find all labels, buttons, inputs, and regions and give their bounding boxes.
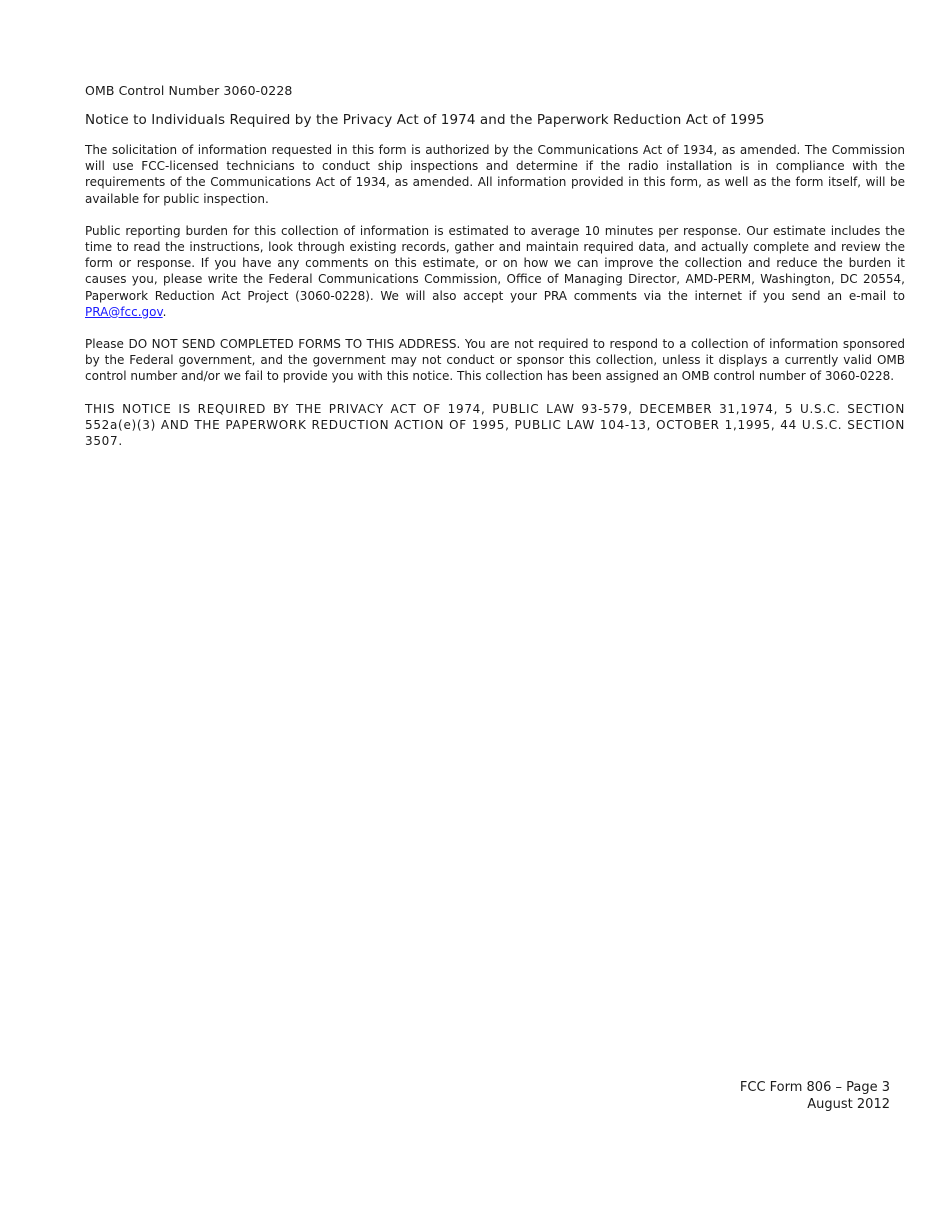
paragraph-reporting-burden bbox=[85, 223, 905, 320]
footer-date: August 2012 bbox=[807, 1097, 890, 1112]
paragraph-authorization: The solicitation of information requested in this form is authorized by the Communications Act of 1934, as amended. The Commission will use FCC-licensed technicians to conduct ship inspections and determine if the radio installation is in compliance with the requirements of the Communications Act of 1934, as amended. All information provided in this form, as well as the form itself, will be available for public inspection. bbox=[85, 143, 905, 206]
document-body bbox=[85, 82, 905, 465]
email-link[interactable]: PRA@fcc.gov bbox=[85, 304, 163, 319]
footer-form-page: FCC Form 806 – Page 3 bbox=[739, 1080, 890, 1095]
paragraph-do-not-send: Please DO NOT SEND COMPLETED FORMS TO THIS ADDRESS. You are not required to respond to a collection of information sponsored by the Federal government, and the government may not conduct or sponsor this collection, unless it displays a currently valid OMB control number and/or we fail to provide you with this notice. This collection has been assigned an OMB control number of 3060-0228. bbox=[85, 337, 905, 384]
reporting-burden-text: Public reporting burden for this collection of information is estimated to average 10 minutes per response. Our estimate includes the time to read the instructions, look through existing records, gather and maintain required data, and actually complete and review the form or response. If you have any comments on this estimate, or on how we can improve the collection and reduce the burden it causes you, please write the Federal Communications Commission, Office of Managing Director, AMD-PERM, Washington, DC 20554, Paperwork Reduction Act Project (3060-0228). We will also accept your PRA comments via the internet if you send an e-mail to bbox=[85, 223, 905, 303]
paragraph-privacy-act-notice: THIS NOTICE IS REQUIRED BY THE PRIVACY ACT OF 1974, PUBLIC LAW 93-579, DECEMBER 31,1974, 5 U.S.C. SECTION 552a(e)(3) AND THE PAPERWORK REDUCTION ACTION OF 1995, PUBLIC LAW 104-13, OCTOBER 1,1995, 44 U.S.C. SECTION 3507. bbox=[85, 401, 905, 449]
reporting-burden-end: . bbox=[162, 304, 167, 319]
omb-control-number: OMB Control Number 3060-0228 bbox=[85, 83, 293, 98]
notice-heading: Notice to Individuals Required by the Privacy Act of 1974 and the Paperwork Reduction Act of 1995 bbox=[85, 112, 765, 128]
page-footer bbox=[740, 1079, 890, 1113]
